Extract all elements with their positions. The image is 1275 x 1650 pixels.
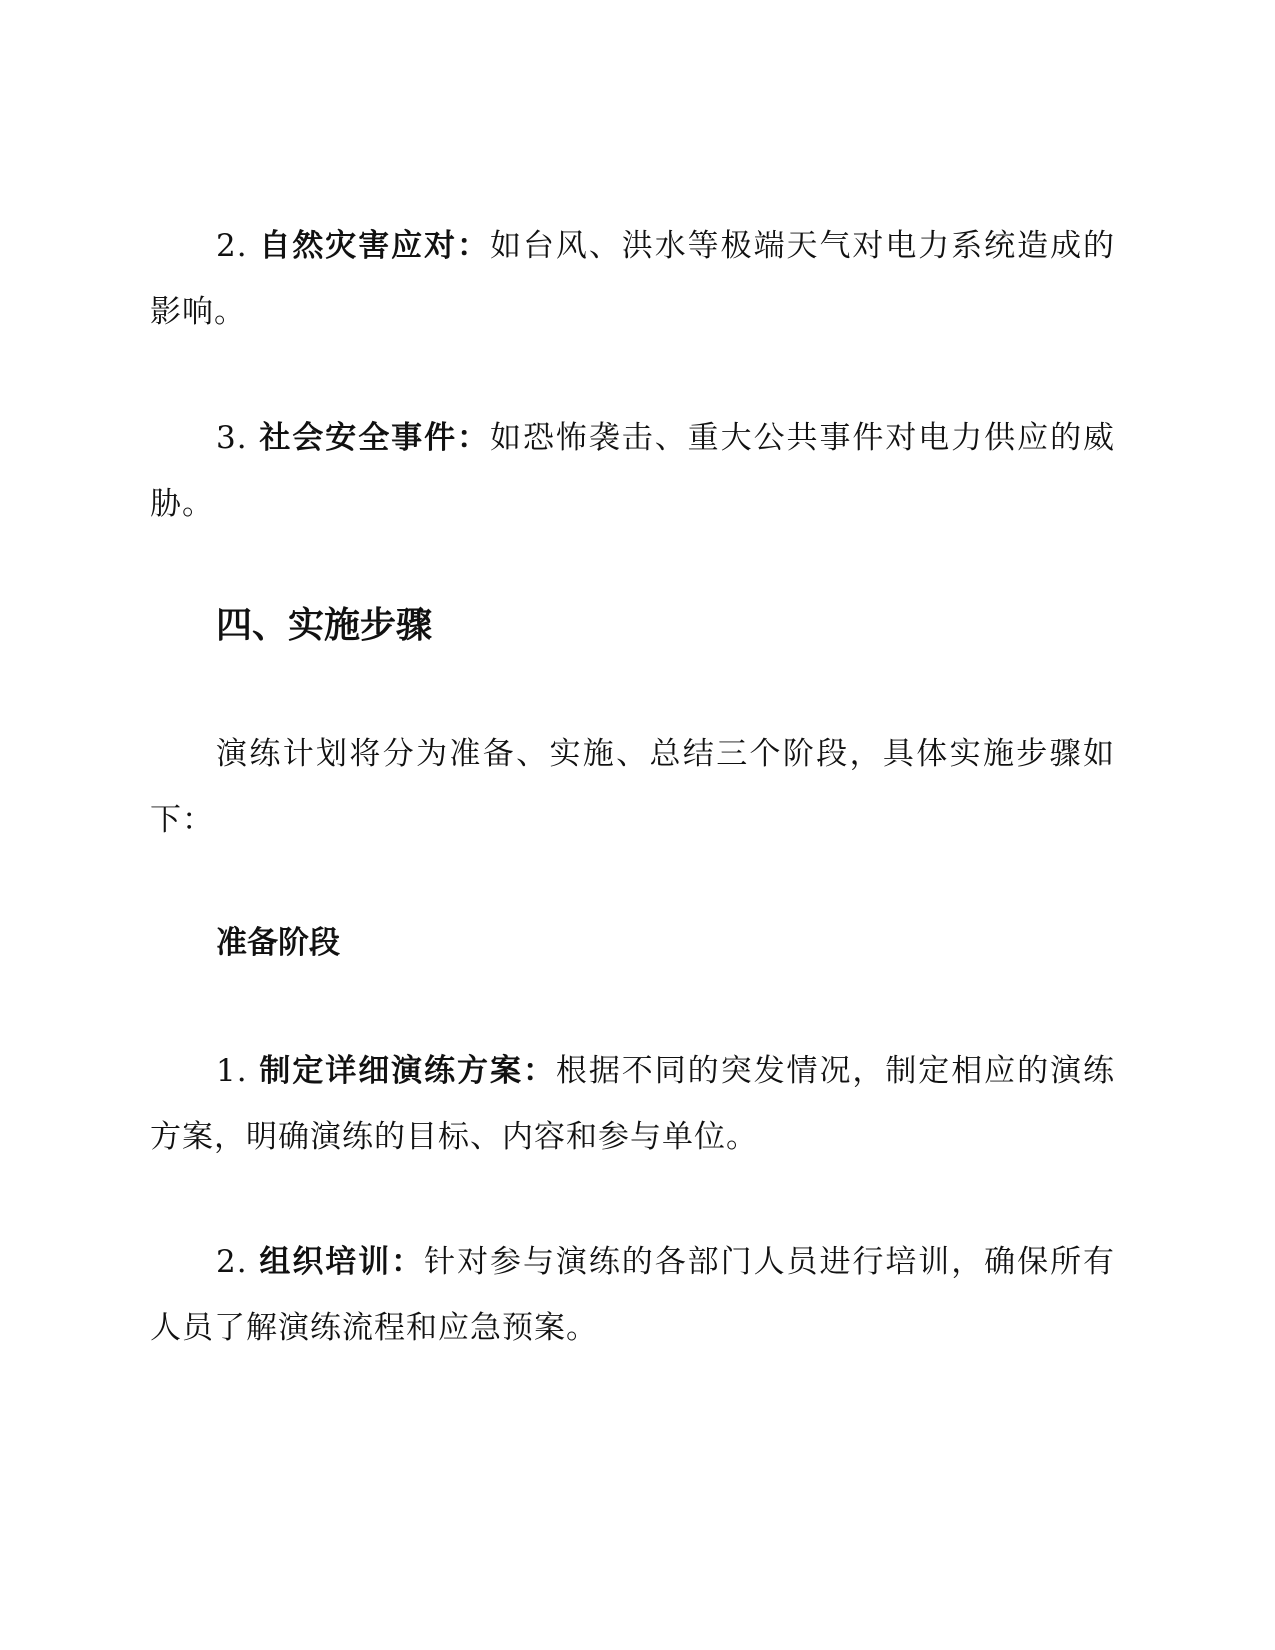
intro-paragraph: 演练计划将分为准备、实施、总结三个阶段，具体实施步骤如下： xyxy=(150,736,1115,838)
item-number: 2. xyxy=(216,228,248,264)
item-text: 针对参与演练的各部门人员进行培训，确保所有人员了解演练流程和应急预案。 xyxy=(150,1244,1116,1346)
item-number: 1. xyxy=(216,1053,248,1089)
list-item-natural-disaster xyxy=(150,213,1115,345)
item-number: 3. xyxy=(216,420,248,456)
item-number: 2. xyxy=(216,1244,248,1280)
item-lead: 自然灾害应对： xyxy=(259,228,491,264)
item-lead: 组织培训： xyxy=(259,1244,425,1280)
list-item-social-security xyxy=(150,405,1115,537)
item-lead: 社会安全事件： xyxy=(259,420,491,456)
section-heading: 四、实施步骤 xyxy=(216,605,433,646)
subheading: 准备阶段 xyxy=(216,925,340,961)
list-item-step-1 xyxy=(150,1038,1115,1170)
list-item-step-2 xyxy=(150,1229,1115,1361)
item-text: 如台风、洪水等极端天气对电力系统造成的影响。 xyxy=(150,228,1116,330)
item-lead: 制定详细演练方案： xyxy=(259,1053,556,1089)
item-text: 根据不同的突发情况，制定相应的演练方案，明确演练的目标、内容和参与单位。 xyxy=(150,1053,1116,1155)
item-text: 如恐怖袭击、重大公共事件对电力供应的威胁。 xyxy=(150,420,1116,522)
document-page xyxy=(150,0,1115,1650)
